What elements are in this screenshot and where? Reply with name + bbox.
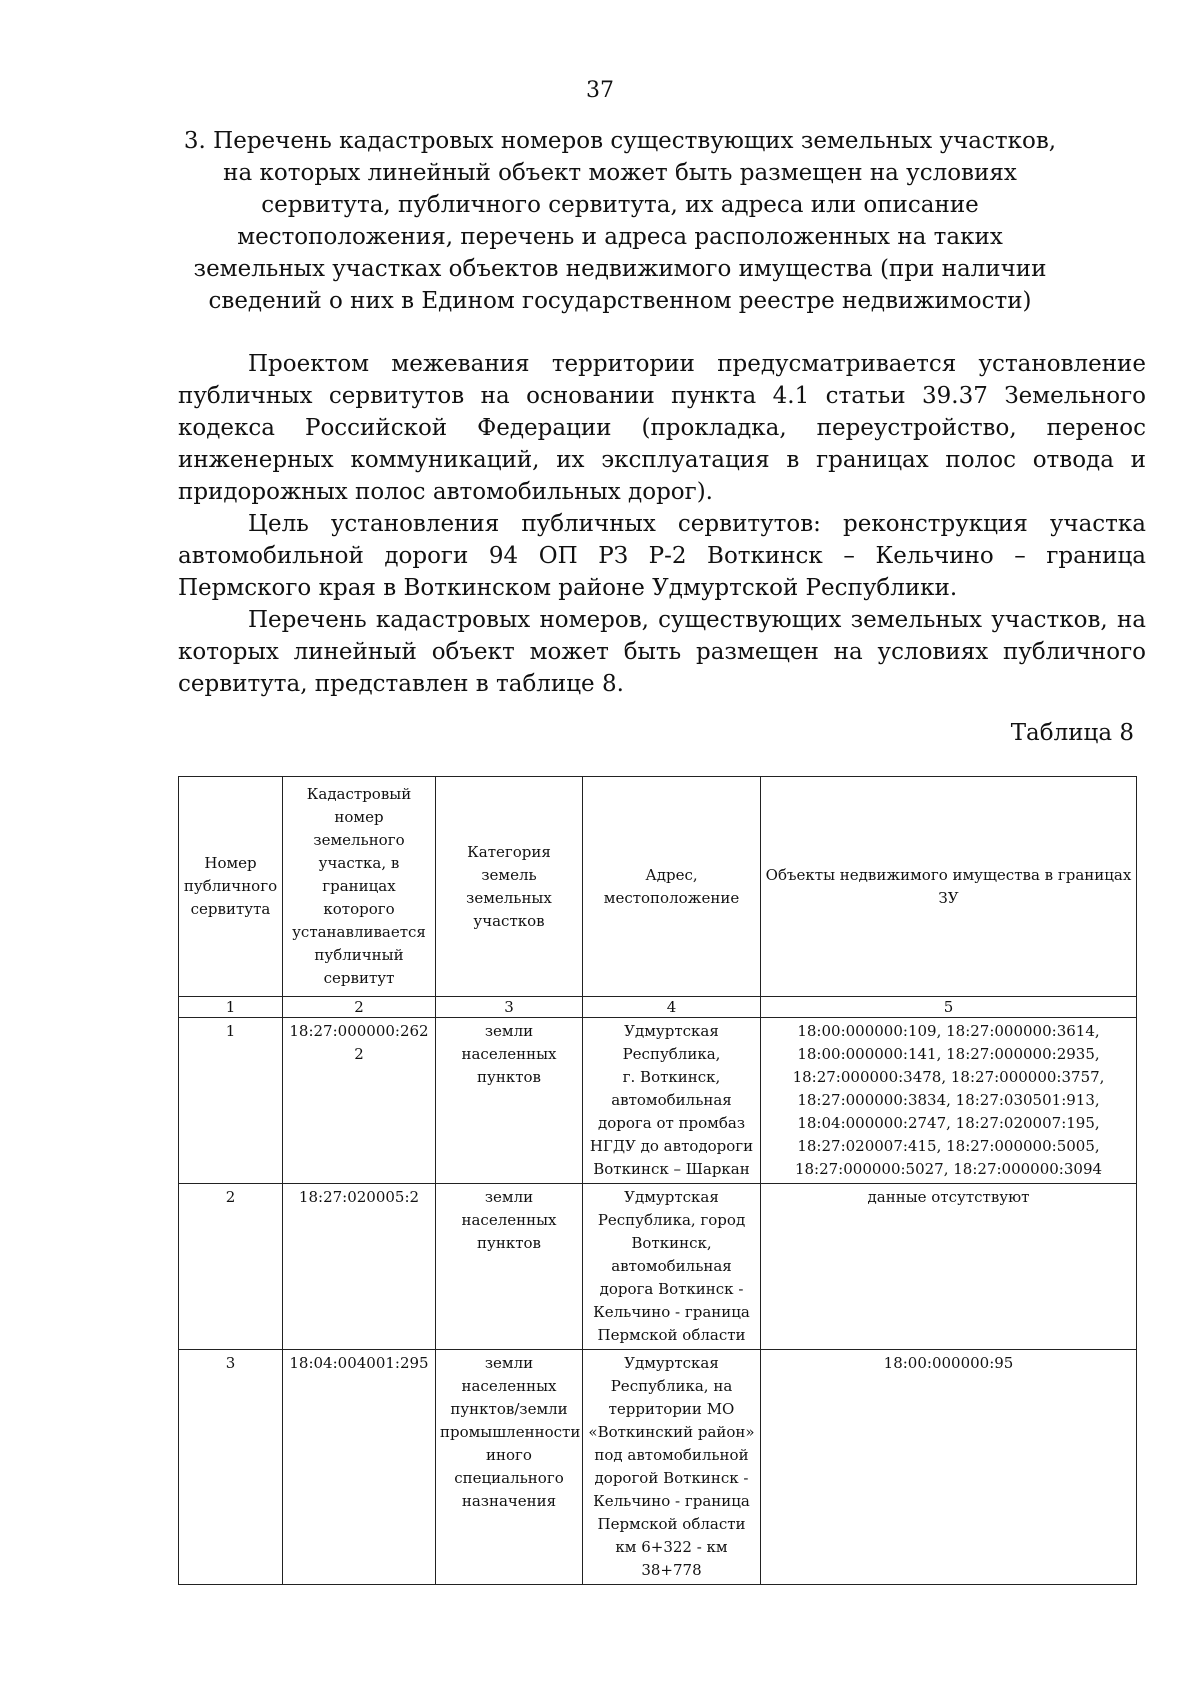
cell-cadastral: 18:04:004001:295 [283,1350,436,1585]
page-number: 37 [586,78,614,103]
cell-objects: 18:00:000000:109, 18:27:000000:3614, 18:00:000000:141, 18:27:000000:2935, 18:27:000000:3478, 18:27:000000:3757, 18:27:000000:3834, 18:27:030501:913, 18:04:000000:2747, 18:27:020007:195, 18:27:020007:415, 18:27:000000:5005, 18:27:000000:5027, 18:27:000000:3094 [761,1018,1137,1184]
column-number-row [179,997,1137,1018]
cell-objects: данные отсутствуют [761,1184,1137,1350]
cell-number: 3 [179,1350,283,1585]
paragraph: Проектом межевания территории предусматривается установление публичных сервитутов на основании пункта 4.1 статьи 39.37 Земельного кодекса Российской Федерации (прокладка, переустройство, перенос инженерных коммуникаций, их эксплуатация в границах полос отвода и придорожных полос автомобильных дорог). [178,351,1146,505]
column-number: 2 [283,997,436,1018]
paragraph: Цель установления публичных сервитутов: реконструкция участка автомобильной дороги 94 ОП РЗ Р-2 Воткинск – Кельчино – граница Пермского края в Воткинском районе Удмуртской Республики. [178,511,1146,601]
column-number: 1 [179,997,283,1018]
cell-number: 2 [179,1184,283,1350]
cell-category: земли населенных пунктов [436,1018,583,1184]
cell-category: земли населенных пунктов/земли промышленности иного специального назначения [436,1350,583,1585]
column-number: 4 [583,997,761,1018]
header-real-estate-objects: Объекты недвижимого имущества в границах ЗУ [761,777,1137,997]
servitude-table [178,776,1137,1585]
cell-category: земли населенных пунктов [436,1184,583,1350]
header-land-category: Категория земель земельных участков [436,777,583,997]
column-number: 3 [436,997,583,1018]
table-row [179,1018,1137,1184]
cell-address: Удмуртская Республика, город Воткинск, автомобильная дорога Воткинск - Кельчино - граница Пермской области [583,1184,761,1350]
table-row [179,1350,1137,1585]
table-row [179,1184,1137,1350]
table-caption: Таблица 8 [1010,720,1134,746]
cell-address: Удмуртская Республика, г. Воткинск, автомобильная дорога от промбаз НГДУ до автодороги Воткинск – Шаркан [583,1018,761,1184]
column-number: 5 [761,997,1137,1018]
cell-cadastral: 18:27:000000:262 2 [283,1018,436,1184]
body-text [178,348,1146,700]
table-header-row [179,777,1137,997]
paragraph: Перечень кадастровых номеров, существующих земельных участков, на которых линейный объект может быть размещен на условиях публичного сервитута, представлен в таблице 8. [178,607,1146,697]
header-address: Адрес, местоположение [583,777,761,997]
cell-number: 1 [179,1018,283,1184]
section-title: 3. Перечень кадастровых номеров существующих земельных участков, на которых линейный объект может быть размещен на условиях сервитута, публичного сервитута, их адреса или описание местоположения, перечень и адреса расположенных на таких земельных участках объектов недвижимого имущества (при наличии сведений о них в Едином государственном реестре недвижимости) [183,128,1057,314]
header-cadastral-number: Кадастровый номер земельного участка, в границах которого устанавливается публичный сервитут [283,777,436,997]
cell-address: Удмуртская Республика, на территории МО «Воткинский район» под автомобильной дорогой Воткинск - Кельчино - граница Пермской области км 6+322 - км 38+778 [583,1350,761,1585]
cell-objects: 18:00:000000:95 [761,1350,1137,1585]
header-servitude-number: Номер публичного сервитута [179,777,283,997]
cell-cadastral: 18:27:020005:2 [283,1184,436,1350]
